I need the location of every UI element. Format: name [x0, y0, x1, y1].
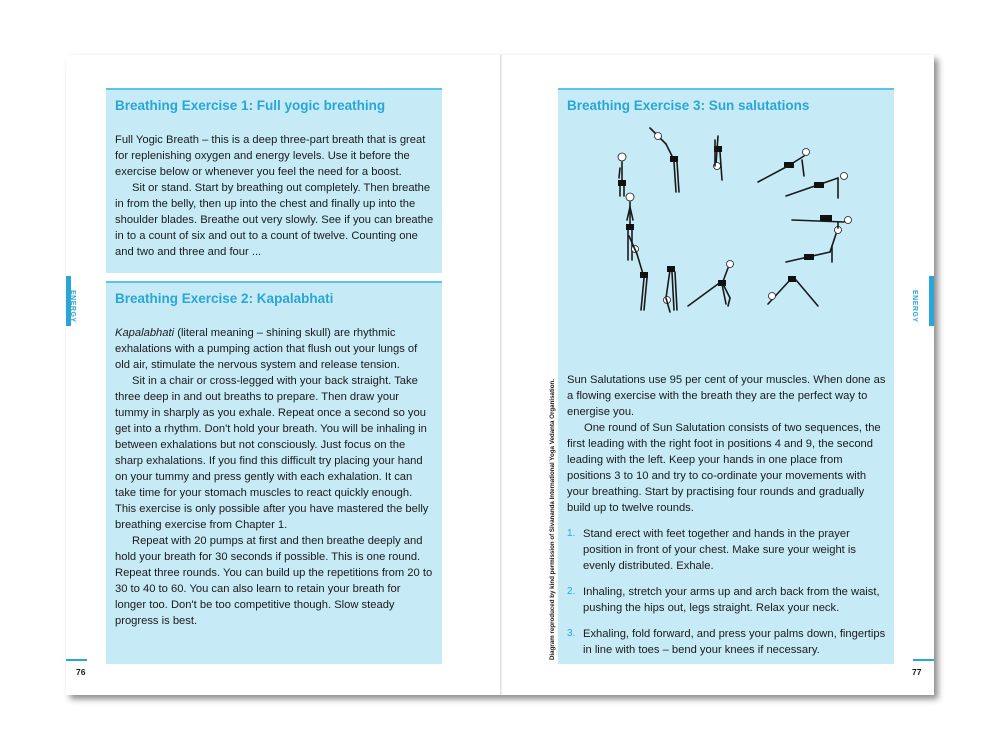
left-section-tab-label: ENERGY — [69, 290, 76, 323]
exercise3-body — [567, 372, 886, 668]
step-text: Stand erect with feet together and hands in the prayer position in front of your chest. Make sure your weight is evenly distributed. Exhale. — [583, 528, 856, 572]
pose-4-lunge — [688, 261, 734, 307]
pose-2-arch-back — [629, 236, 648, 310]
step-item — [567, 626, 886, 658]
exercise1-body — [115, 132, 434, 260]
exercise1-paragraph: Full Yogic Breath – this is a deep three-part breath that is great for replenishing oxygen and energy levels. Use it before the exercise below or whenever you feel the need for a boost. — [115, 134, 426, 178]
exercise2-title: Breathing Exercise 2: Kapalabhati — [115, 291, 334, 306]
exercise3-box — [558, 88, 894, 664]
kapalabhati-term: Kapalabhati — [115, 327, 175, 339]
exercise2-paragraph: Sit in a chair or cross-legged with your back straight. Take three deep in and out breaths to prepare. Then draw your tummy in sharply as you exhale. Repeat once a second so you get into a rhythm. Don't hold your breath. You will be inhaling in between exhalations but not consciously. Just focus on the sharp exhalations. If you find this difficult try placing your hand on your tummy and press gently with each exhalation. It can take time for your stomach muscles to react quickly enough. This exercise is only possible after you have mastered the belly breathing exercise from Chapter 1. — [115, 375, 429, 531]
exercise1-box — [106, 88, 442, 273]
step-item — [567, 526, 886, 574]
pose-12-standing — [618, 153, 626, 196]
exercise3-paragraph: One round of Sun Salutation consists of two sequences, the first leading with the right foot in positions 4 and 9, the second leading with the left. Keep your hands in one place from positions 3 to 10 and try to co-ordinate your movements with your breathing. Start by practising four rounds and gradually build up to twelve rounds. — [567, 422, 881, 514]
step-number: 2. — [567, 586, 576, 597]
right-section-tab-label: ENERGY — [911, 290, 918, 323]
pose-9-lunge — [758, 149, 810, 183]
step-number: 3. — [567, 628, 576, 639]
step-item — [567, 584, 886, 616]
pose-10-forward-fold — [714, 136, 723, 180]
exercise3-paragraph: Sun Salutations use 95 per cent of your muscles. When done as a flowing exercise with the breath they are the perfect way to energise you. — [567, 374, 886, 418]
left-page-rule — [66, 659, 87, 661]
right-page-rule — [913, 659, 934, 661]
pose-5-downward-dog — [768, 276, 818, 306]
pose-8-plank — [786, 173, 848, 199]
exercise2-paragraph: Repeat with 20 pumps at first and then breathe deeply and hold your breath for 30 seconds if possible. This is one round. Repeat three rounds. You can build up the repetitions from 20 to 30 to 40 to 60. You can also learn to retain your breath for longer too. Don't be too competitive though. Slow steady progress is best. — [115, 535, 433, 627]
steps-list — [567, 526, 886, 658]
exercise1-paragraph: Sit or stand. Start by breathing out completely. Then breathe in from the belly, then up into the chest and finally up into the shoulder blades. Breathe out very slowly. See if you can breathe in to a count of six and out to a count of twelve. Counting one and two and three and four ... — [115, 182, 434, 258]
sun-salutation-diagram — [558, 122, 894, 362]
pose-6-cobra — [786, 227, 842, 263]
pose-7-eight-limbs — [792, 215, 852, 228]
step-text: Exhaling, fold forward, and press your palms down, fingertips in line with toes – bend your knees if necessary. — [583, 628, 886, 656]
step-number: 1. — [567, 528, 576, 539]
right-section-tab-bar — [929, 276, 934, 326]
exercise2-intro-text: (literal meaning – shining skull) are rhythmic exhalations with a pumping action that flush out your lungs of old air, stimulate the nervous system and release tension. — [115, 327, 418, 371]
exercise2-intro — [115, 325, 434, 373]
exercise2-box — [106, 281, 442, 664]
left-page-number: 76 — [76, 667, 86, 677]
diagram-credit: Diagram reproduced by kind permission of Sivananda International Yoga Vedanta Organisation. — [549, 378, 556, 660]
step-text: Inhaling, stretch your arms up and arch back from the waist, pushing the hips out, legs straight. Relax your neck. — [583, 586, 880, 614]
exercise3-title: Breathing Exercise 3: Sun salutations — [567, 98, 810, 113]
right-page-number: 77 — [912, 667, 922, 677]
book-gutter — [500, 55, 502, 695]
exercise1-title: Breathing Exercise 1: Full yogic breathing — [115, 98, 386, 113]
exercise2-body — [115, 325, 434, 629]
pose-11-arch — [650, 128, 679, 192]
pose-3-forward-fold — [664, 266, 678, 312]
